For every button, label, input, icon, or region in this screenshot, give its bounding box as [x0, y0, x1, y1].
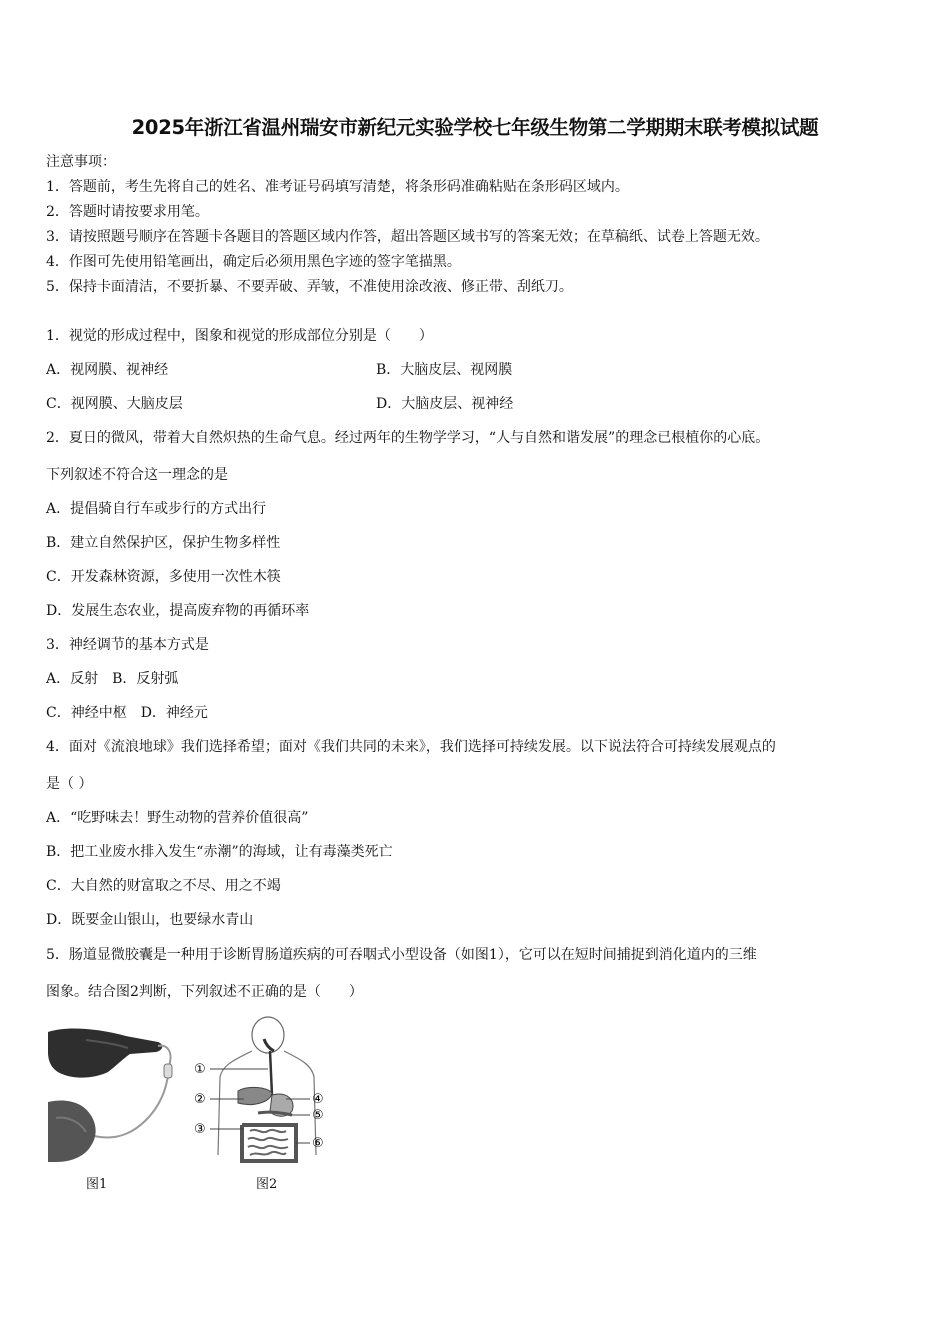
q2-option-d: D．发展生态农业，提高废弃物的再循环率 — [46, 603, 310, 619]
q1-option-d: D．大脑皮层、视神经 — [376, 396, 514, 412]
notice-item-5: 5．保持卡面清洁，不要折暴、不要弄破、弄皱，不准使用涂改液、修正带、刮纸刀。 — [46, 279, 573, 295]
fig2-label-5: ⑤ — [312, 1108, 324, 1123]
figure-1-caption: 图1 — [86, 1177, 108, 1192]
fig2-label-6: ⑥ — [312, 1136, 324, 1151]
q4-option-c: C．大自然的财富取之不尽、用之不竭 — [46, 878, 281, 894]
q2-option-b: B．建立自然保护区，保护生物多样性 — [46, 535, 281, 551]
notice-heading: 注意事项： — [46, 154, 116, 170]
q1-option-c: C．视网膜、大脑皮层 — [46, 396, 183, 412]
notice-item-4: 4．作图可先使用铅笔画出，确定后必须用黑色字迹的签字笔描黑。 — [46, 254, 461, 270]
figure-1-capsule-photo — [46, 1022, 186, 1167]
notice-item-1: 1．答题前，考生先将自己的姓名、准考证号码填写清楚，将条形码准确粘贴在条形码区域内。 — [46, 179, 629, 195]
q3-options-cd: C．神经中枢 D．神经元 — [46, 705, 208, 721]
notice-item-3: 3．请按照题号顺序在答题卡各题目的答题区域内作答，超出答题区域书写的答案无效；在草稿纸、试卷上答题无效。 — [46, 229, 769, 245]
q4-stem-line1: 4．面对《流浪地球》我们选择希望；面对《我们共同的未来》，我们选择可持续发展。以下说法符合可持续发展观点的 — [46, 739, 776, 755]
exam-title: 2025年浙江省温州瑞安市新纪元实验学校七年级生物第二学期期末联考模拟试题 — [131, 116, 819, 139]
fig2-label-1: ① — [194, 1062, 206, 1077]
q2-option-a: A．提倡骑自行车或步行的方式出行 — [46, 501, 267, 517]
q2-stem-line2: 下列叙述不符合这一理念的是 — [46, 467, 228, 483]
q3-stem: 3．神经调节的基本方式是 — [46, 637, 209, 653]
fig2-label-4: ④ — [312, 1092, 324, 1107]
q2-stem-line1: 2．夏日的微风，带着大自然炽热的生命气息。经过两年的生物学学习，“人与自然和谐发展”的理念已根植你的心底。 — [46, 430, 770, 446]
notice-item-2: 2．答题时请按要求用笔。 — [46, 204, 209, 220]
q1-option-b: B．大脑皮层、视网膜 — [376, 362, 513, 378]
fig2-label-3: ③ — [194, 1122, 206, 1137]
q4-option-b: B．把工业废水排入发生“赤潮”的海域，让有毒藻类死亡 — [46, 844, 393, 860]
q1-option-a: A．视网膜、视神经 — [46, 362, 169, 378]
q5-stem-line2: 图象。结合图2判断，下列叙述不正确的是（ ） — [46, 984, 363, 1000]
q1-stem: 1．视觉的形成过程中，图象和视觉的形成部位分别是（ ） — [46, 328, 433, 344]
q4-option-d: D．既要金山银山，也要绿水青山 — [46, 912, 254, 928]
q2-option-c: C．开发森林资源，多使用一次性木筷 — [46, 569, 281, 585]
figure-2-caption: 图2 — [256, 1177, 278, 1192]
fig2-label-2: ② — [194, 1092, 206, 1107]
q4-option-a: A．“吃野味去！野生动物的营养价值很高” — [46, 810, 309, 826]
q3-options-ab: A．反射 B．反射弧 — [46, 671, 179, 687]
figure-2-digestive-diagram — [192, 1015, 342, 1170]
q4-stem-line2: 是（ ） — [46, 776, 93, 792]
q5-stem-line1: 5．肠道显微胶囊是一种用于诊断胃肠道疾病的可吞咽式小型设备（如图1），它可以在短时间捕捉到消化道内的三维 — [46, 947, 757, 963]
